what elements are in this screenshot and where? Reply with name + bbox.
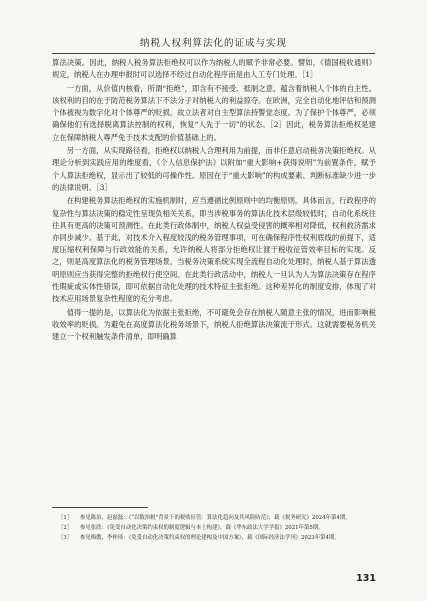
page-number: 131: [356, 573, 376, 584]
footnotes: [52, 513, 376, 543]
paragraph: 值得一提的是，以算法化为依据主张拒绝，不可避免会存在纳税人随意主张的情况，进而影响税收效率的贬损。为避免在高度算法化税务场景下，纳税人拒绝算法决策流于形式。这就需要税务机关建立一个权利触发条件清单，即明确算: [52, 307, 376, 342]
paragraph: 在构建税务算法拒绝权的实施机制时，应当遵循比例原则中的均衡原则。具体而言，行政程序的复杂性与算法决策的稳定性呈现负相关关系，即当涉税事务的算法化技术层级较低时，自动化系统往往具有更高的决策可预测性。在此类行政体制中，纳税人权益受侵害的概率相对降低，权利救济需求亦同步减少。基于此，对技术介入程度较浅的税务管理事项，可在确保程序性权利底线的前提下，适度压缩权利保障与行政效能的关系，允许纳税人将部分拒绝权让渡于税收征管效率目标的实现。反之，则是高度算法化的税务管理场景，当税务决策系统实现全流程自动化处理时，纳税人基于算法透明原则应当获得完整的拒绝权行使空间。在此类行政活动中，纳税人一旦认为人为算法决策存在程序性瑕疵或实体性错误，即可依据自动化处理的技术特征主张拒绝。这种差异化的制度安排，体现了对技术应用场景复杂性程度的充分考虑。: [52, 196, 376, 304]
running-header: 纳税人权利算法化的证成与实现: [52, 35, 375, 54]
paragraph: 算法决策。因此，纳税人税务算法拒绝权可以作为纳税人的赋予非常必要。譬如，《德国税收通则》规定，纳税人在办理申报时可以选择不经过自动化程序而是由人工专门处理。［1］: [52, 58, 376, 80]
footnote: [52, 513, 376, 523]
footnote-text: 参见陈治、赵磊磊：《“以数治税”背景下的税收征管：算法化趋向及其风险防范》，载《税务研究》2024年第4期。: [80, 515, 351, 521]
footnote-text: 参见张欣：《免受自动化决策约束权的制度逻辑与本土构建》，载《华东政法大学学报》2021年第5期。: [80, 525, 324, 531]
footnote: [52, 533, 376, 543]
footnote-number: ［3］: [58, 535, 73, 541]
footnote-text: 参见梅傲、李梓琦：《免受自动化决策约束权的理论建构及中国方案》，载《国际经济法学刊》2023年第4期。: [80, 535, 340, 541]
footnote-divider: [52, 507, 148, 508]
paragraph: 另一方面，从实现路径看，拒绝权以纳税人合理利用为前提，而非任意启动税务决策拒绝权。从理论分析到实践应用的维度看，《个人信息保护法》以附加“重大影响+获得说明”为前置条件，赋予个人算法拒绝权，显示出了较低的可操作性。原因在于“重大影响”的构成要素、判断标准缺少进一步的法律说明。［3］: [52, 146, 376, 192]
paragraph: 一方面，从价值内核看，所谓“拒绝”，即含有不接受、抵制之意，蕴含着纳税人个体的自主性。该权利的目的在于防范税务算法下不法分子对纳税人的利益掠夺。在欧洲，完全自动化地评估和预测个体被视为数字化对个体尊严的贬损。故立法者对自主型算法持警觉态度。为了保护个体尊严，必须确保他们有选择脱离算法控制的权利，恢复“人先于一切”的状态。［2］因此，税务算法拒绝权是建立在保障纳税人尊严免于技术支配的价值基础上的。: [52, 83, 376, 142]
footnote-number: ［2］: [58, 525, 73, 531]
footnote-number: ［1］: [58, 515, 73, 521]
body-text: [52, 57, 376, 345]
footnote: [52, 523, 376, 533]
